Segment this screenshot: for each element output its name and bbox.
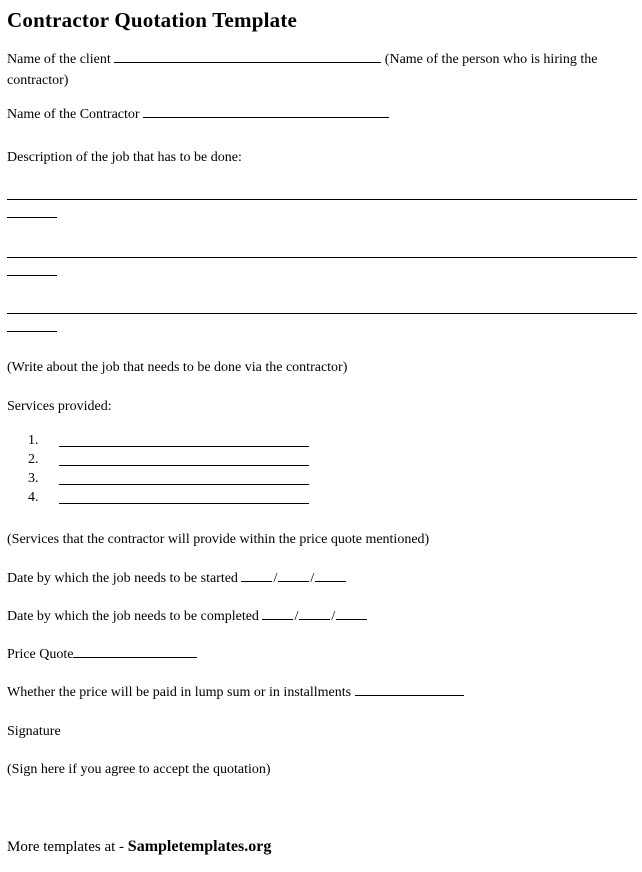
- payment-mode-blank: [355, 683, 464, 696]
- date-separator: /: [310, 571, 315, 586]
- description-line-1-wrap: [7, 217, 57, 218]
- start-date-day-blank: [241, 569, 272, 582]
- service-item-number: 1.: [28, 433, 39, 448]
- client-name-annotation: (Name of the person who is hiring the contractor): [7, 52, 598, 88]
- service-item-number: 3.: [28, 471, 39, 486]
- footer-brand: Sampletemplates.org: [127, 838, 272, 855]
- contractor-name-row: [7, 104, 637, 125]
- signature-label: Signature: [7, 724, 61, 739]
- description-line-2-wrap: [7, 275, 57, 276]
- date-separator: /: [331, 609, 336, 624]
- start-date-year-blank: [315, 569, 346, 582]
- date-separator: /: [294, 609, 299, 624]
- completion-date-row: [7, 606, 637, 627]
- service-item: [28, 488, 637, 507]
- payment-mode-label: Whether the price will be paid in lump sum or in installments: [7, 685, 352, 700]
- contractor-name-label: Name of the Contractor: [7, 107, 140, 122]
- service-item-blank: [59, 434, 309, 447]
- job-description-label: Description of the job that has to be done:: [7, 150, 242, 165]
- description-line-3-full: [7, 313, 637, 314]
- start-date-label: Date by which the job needs to be started: [7, 571, 238, 586]
- description-line-3-wrap: [7, 331, 57, 332]
- start-date-month-blank: [278, 569, 309, 582]
- payment-mode-row: [7, 682, 637, 703]
- price-quote-label: Price Quote: [7, 647, 74, 662]
- price-quote-row: [7, 644, 637, 665]
- completion-date-label: Date by which the job needs to be completed: [7, 609, 259, 624]
- service-item-blank: [59, 491, 309, 504]
- start-date-row: [7, 568, 637, 589]
- signature-annotation: (Sign here if you agree to accept the quotation): [7, 762, 271, 777]
- service-item-number: 4.: [28, 490, 39, 505]
- document-title: Contractor Quotation Template: [7, 8, 298, 32]
- service-item-blank: [59, 453, 309, 466]
- client-name-blank: [114, 50, 381, 63]
- contractor-name-blank: [143, 105, 389, 118]
- footer: [7, 836, 637, 858]
- service-item: [28, 469, 637, 488]
- services-label: Services provided:: [7, 399, 112, 414]
- client-name-row: [7, 49, 637, 91]
- services-annotation: (Services that the contractor will provide within the price quote mentioned): [7, 532, 430, 547]
- job-description-annotation: (Write about the job that needs to be done via the contractor): [7, 360, 348, 375]
- date-separator: /: [273, 571, 278, 586]
- description-line-2-full: [7, 257, 637, 258]
- completion-date-day-blank: [262, 607, 293, 620]
- completion-date-year-blank: [336, 607, 367, 620]
- service-item-blank: [59, 472, 309, 485]
- price-quote-blank: [73, 645, 197, 658]
- service-item-number: 2.: [28, 452, 39, 467]
- completion-date-month-blank: [299, 607, 330, 620]
- service-item: [28, 431, 637, 450]
- footer-text: More templates at -: [7, 839, 128, 855]
- description-line-1-full: [7, 199, 637, 200]
- client-name-label: Name of the client: [7, 52, 111, 67]
- services-list: [28, 431, 637, 507]
- service-item: [28, 450, 637, 469]
